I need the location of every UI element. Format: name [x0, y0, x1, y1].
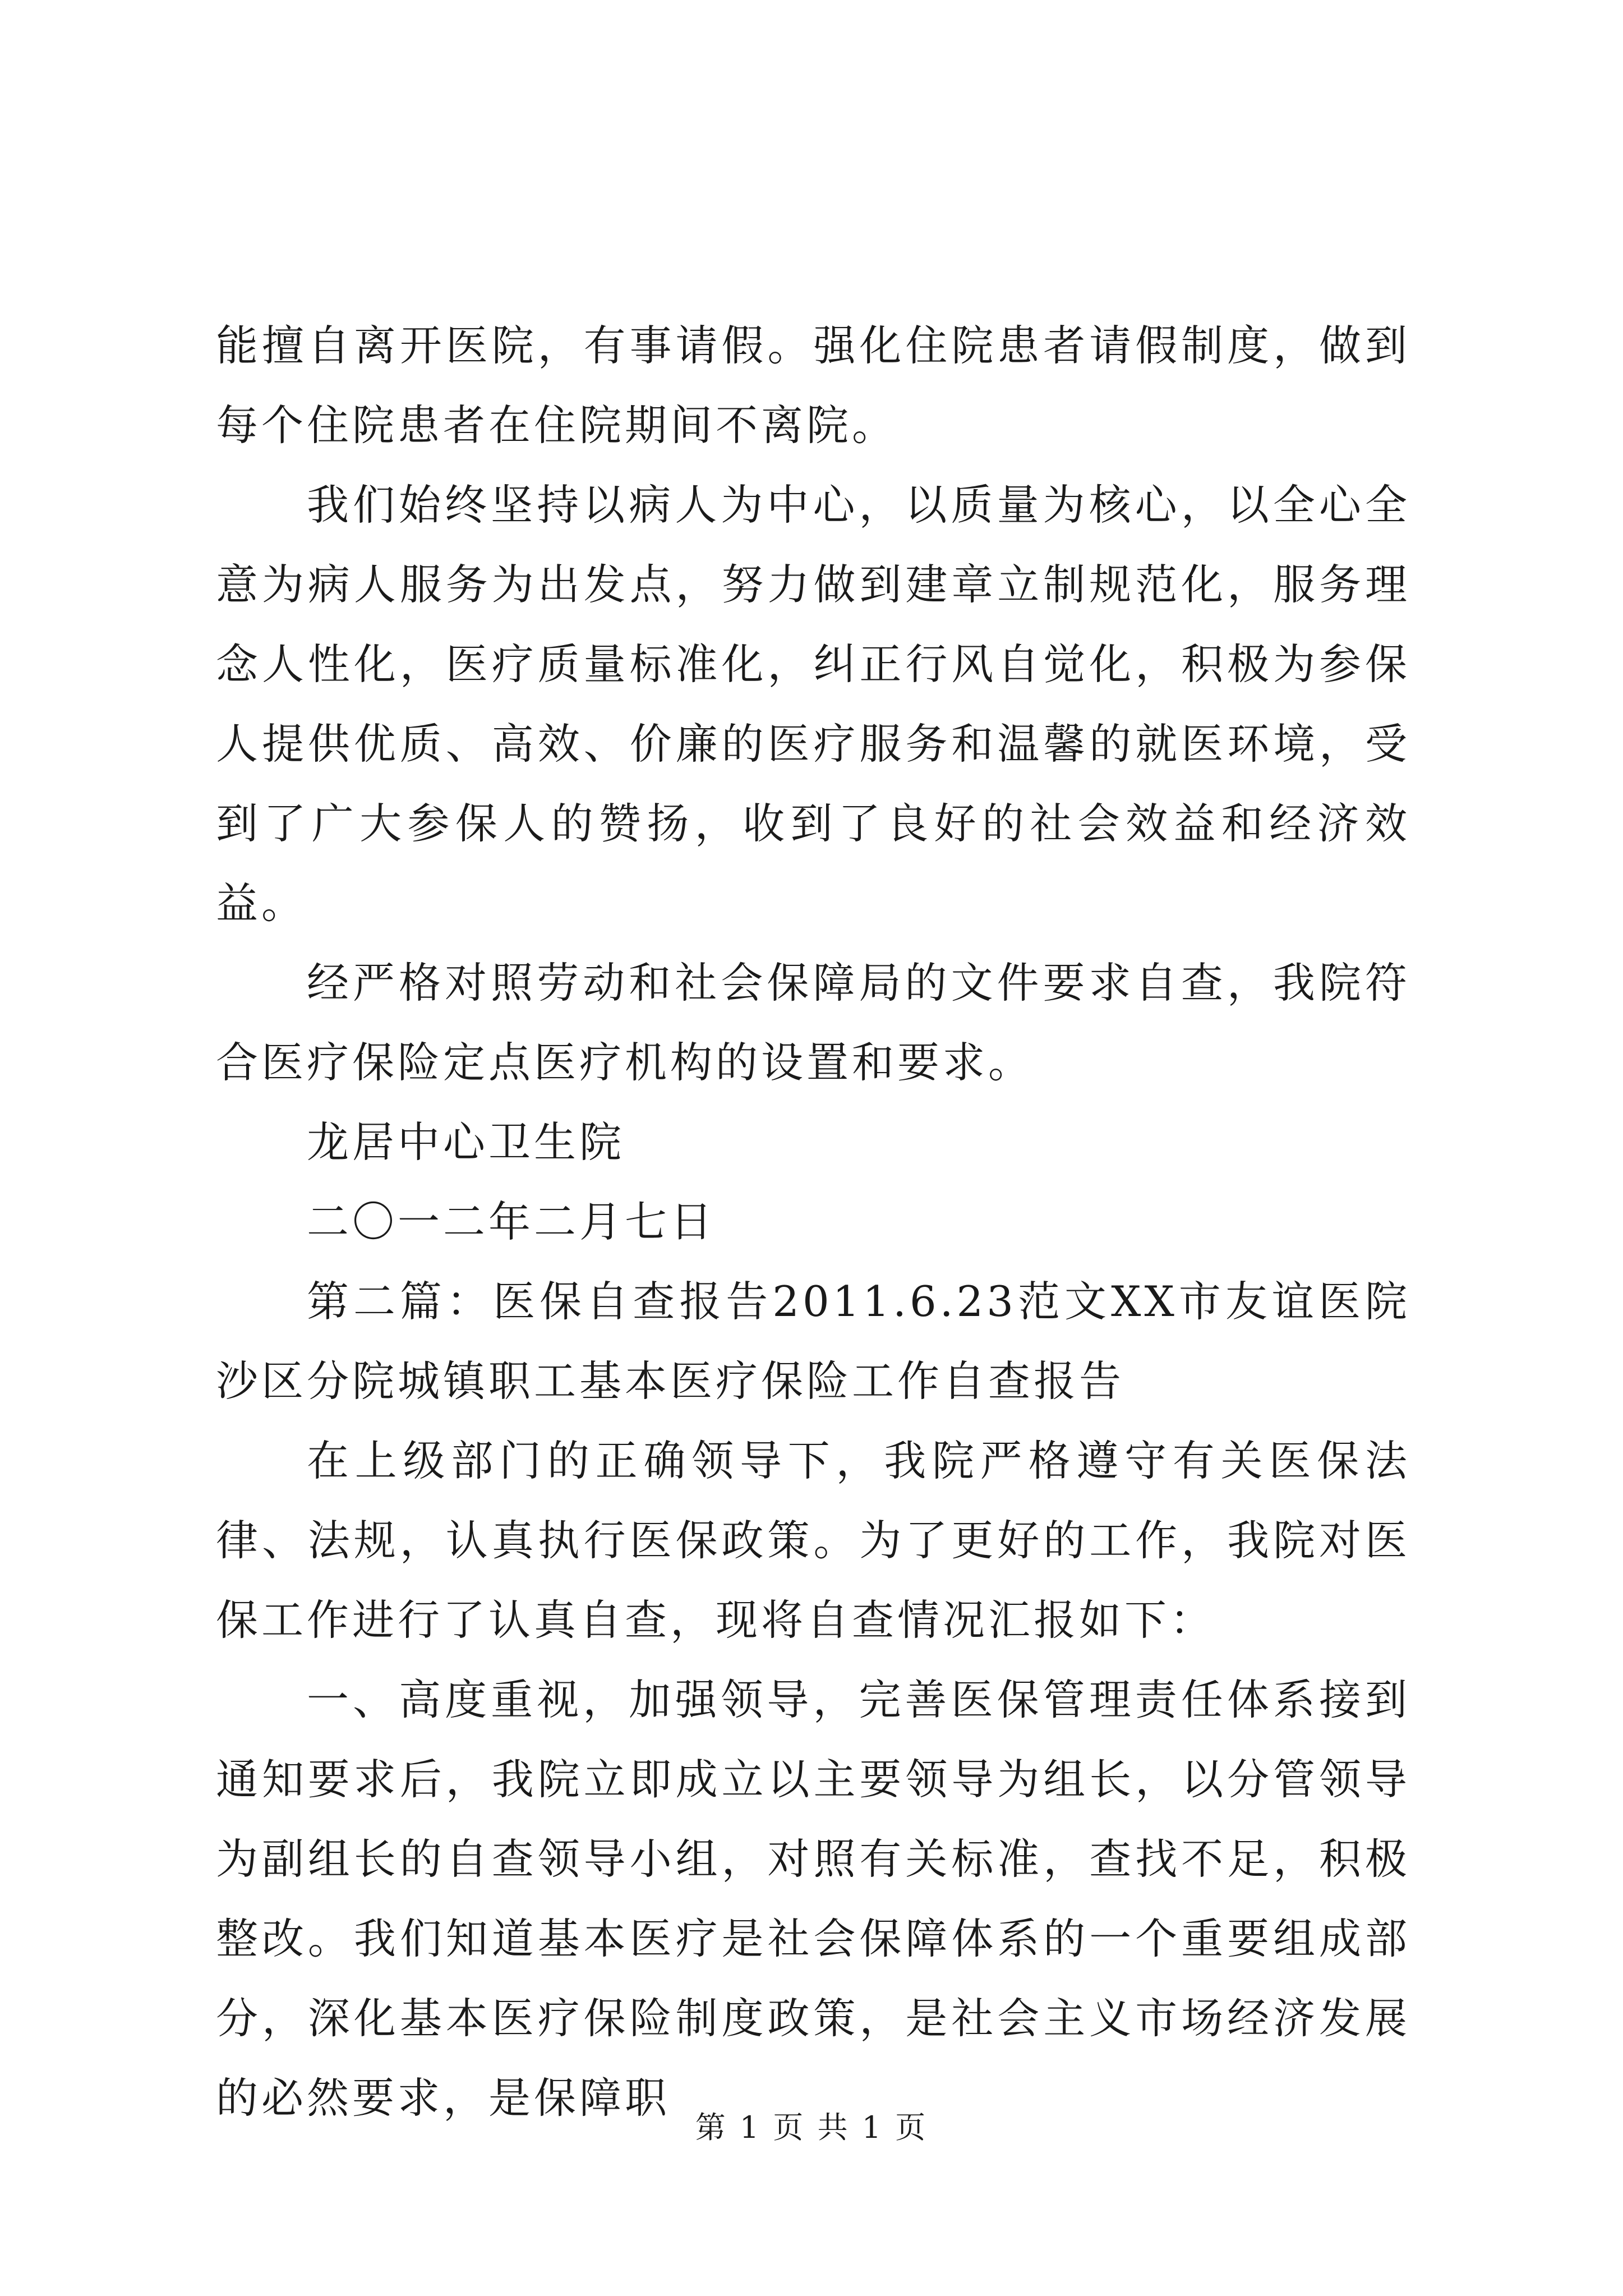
- paragraph-1: 能擅自离开医院，有事请假。强化住院患者请假制度，做到每个住院患者在住院期间不离院。: [216, 321, 1410, 450]
- paragraph-8: 一、高度重视，加强领导，完善医保管理责任体系接到通知要求后，我院立即成立以主要领导为组长，以分管领导为副组长的自查领导小组，对照有关标准，查找不足，积极整改。我们知道基本医疗是社会保障体系的一个重要组成部分，深化基本医疗保险制度政策，是社会主义市场经济发展的必然要求，是保障职: [216, 1675, 1410, 2123]
- paragraph-3: 经严格对照劳动和社会保障局的文件要求自查，我院符合医疗保险定点医疗机构的设置和要求。: [216, 958, 1410, 1087]
- document-body: [216, 306, 1410, 2138]
- paragraph-2: 我们始终坚持以病人为中心，以质量为核心，以全心全意为病人服务为出发点，努力做到建章立制规范化，服务理念人性化，医疗质量标准化，纠正行风自觉化，积极为参保人提供优质、高效、价廉的医疗服务和温馨的就医环境，受到了广大参保人的赞扬，收到了良好的社会效益和经济效益。: [216, 480, 1410, 928]
- page-footer: 第 1 页 共 1 页: [695, 2110, 928, 2145]
- signature-organization: 龙居中心卫生院: [307, 1117, 625, 1167]
- signature-date: 二〇一二年二月七日: [307, 1197, 716, 1246]
- paragraph-7: 在上级部门的正确领导下，我院严格遵守有关医保法律、法规，认真执行医保政策。为了更好的工作，我院对医保工作进行了认真自查，现将自查情况汇报如下：: [216, 1436, 1410, 1645]
- section-heading: 第二篇：医保自查报告2011.6.23范文XX市友谊医院沙区分院城镇职工基本医疗保险工作自查报告: [216, 1277, 1410, 1406]
